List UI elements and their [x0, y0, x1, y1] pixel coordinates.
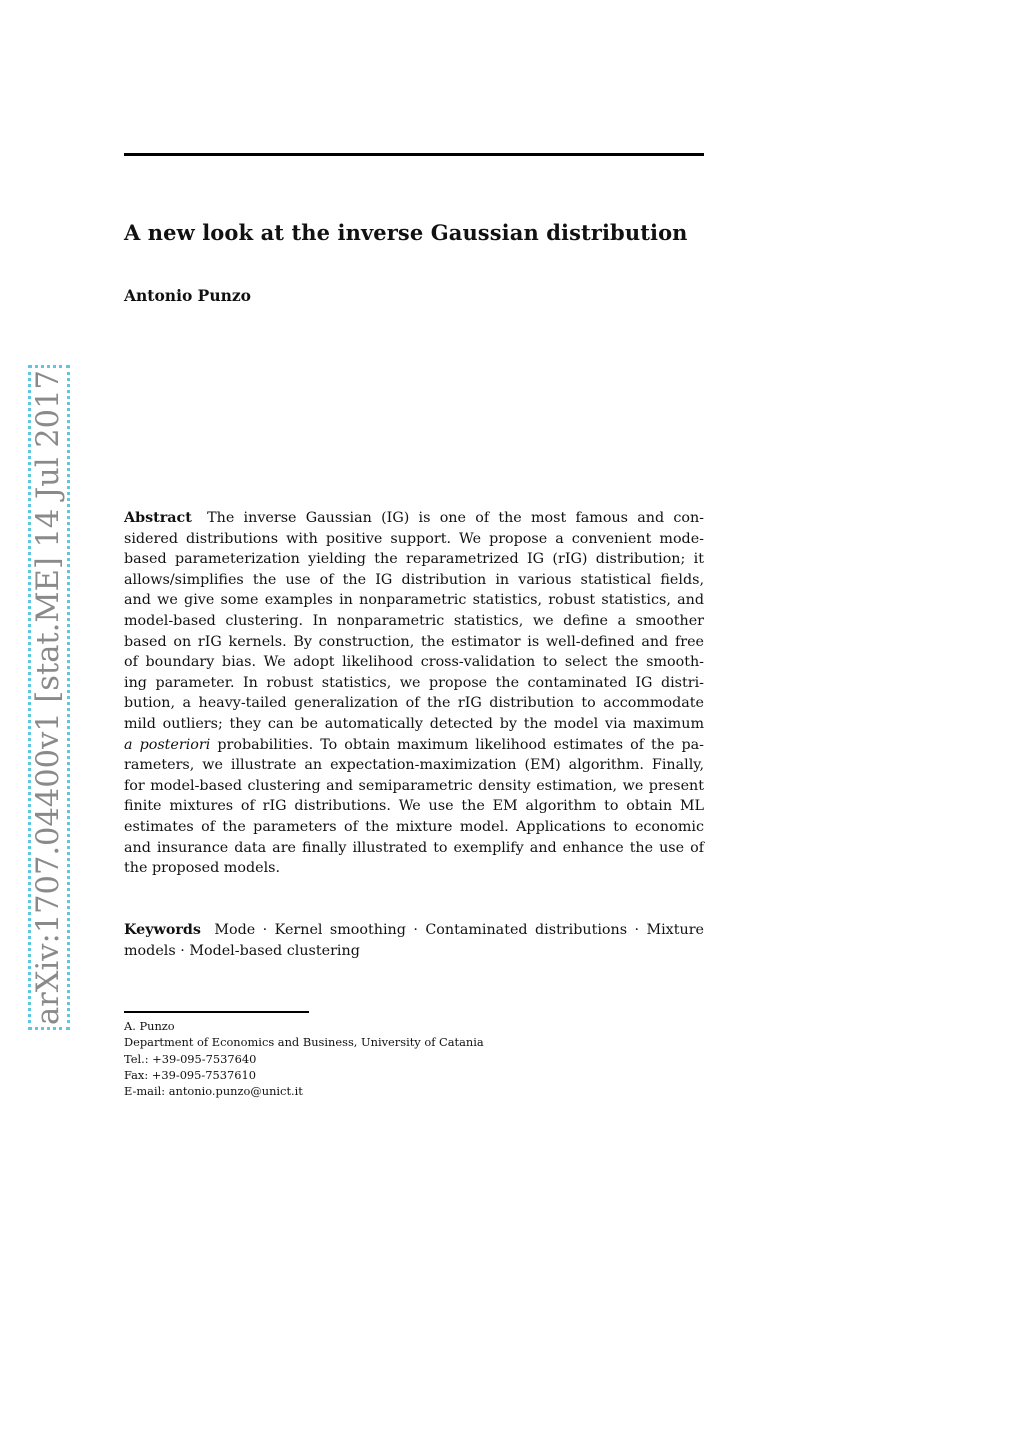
- abstract-line: the proposed models.: [124, 860, 281, 877]
- abstract-heading: Abstract: [124, 510, 192, 526]
- abstract-line: and we give some examples in nonparametric statistics, robust statistics, and: [124, 592, 704, 609]
- affiliation-fax: Fax: +39-095-7537610: [124, 1067, 257, 1082]
- author-name: Antonio Punzo: [124, 286, 252, 305]
- arxiv-identifier-stamp[interactable]: arXiv:1707.04400v1 [stat.ME] 14 Jul 2017: [28, 365, 70, 1030]
- keywords: [124, 920, 704, 961]
- author-affiliation: [124, 1018, 484, 1099]
- abstract-line: sidered distributions with positive support. We propose a convenient mode-: [124, 530, 704, 547]
- affiliation-department: Department of Economics and Business, University of Catania: [124, 1035, 484, 1050]
- affiliation-name: A. Punzo: [124, 1019, 175, 1033]
- abstract-line: mild outliers; they can be automatically detected by the model via maximum: [124, 715, 704, 732]
- keywords-heading: Keywords: [124, 922, 201, 938]
- abstract-line: bution, a heavy-tailed generalization of the rIG distribution to accommodate: [124, 695, 704, 712]
- abstract-line: a posteriori probabilities. To obtain maximum likelihood estimates of the pa-: [124, 736, 705, 753]
- abstract: [124, 508, 704, 879]
- abstract-line: rameters, we illustrate an expectation-maximization (EM) algorithm. Finally,: [124, 757, 704, 774]
- affiliation-email[interactable]: E-mail: antonio.punzo@unict.it: [124, 1084, 303, 1099]
- abstract-line: Abstract The inverse Gaussian (IG) is one of the most famous and con-: [124, 510, 705, 526]
- abstract-line: for model-based clustering and semiparametric density estimation, we present: [124, 777, 704, 794]
- italic-phrase: a posteriori: [124, 736, 211, 753]
- abstract-line: estimates of the parameters of the mixture model. Applications to economic: [124, 818, 704, 835]
- abstract-line: based on rIG kernels. By construction, the estimator is well-defined and free: [124, 633, 704, 650]
- keywords-line: models · Model-based clustering: [124, 942, 360, 959]
- abstract-line: of boundary bias. We adopt likelihood cross-validation to select the smooth-: [124, 654, 704, 671]
- paper-title: A new look at the inverse Gaussian distribution: [124, 220, 688, 245]
- abstract-line: model-based clustering. In nonparametric statistics, we define a smoother: [124, 612, 704, 629]
- abstract-line: and insurance data are finally illustrated to exemplify and enhance the use of: [124, 839, 704, 856]
- title-rule: [124, 153, 704, 156]
- abstract-line: based parameterization yielding the reparametrized IG (rIG) distribution; it: [124, 551, 704, 568]
- footnote-rule: [124, 1011, 309, 1013]
- keywords-line: Keywords Mode · Kernel smoothing · Contaminated distributions · Mixture: [124, 922, 704, 938]
- affiliation-tel: Tel.: +39-095-7537640: [124, 1051, 257, 1066]
- abstract-line: finite mixtures of rIG distributions. We use the EM algorithm to obtain ML: [124, 798, 704, 815]
- abstract-line: ing parameter. In robust statistics, we propose the contaminated IG distri-: [124, 674, 704, 691]
- abstract-line: allows/simplifies the use of the IG distribution in various statistical fields,: [124, 571, 704, 588]
